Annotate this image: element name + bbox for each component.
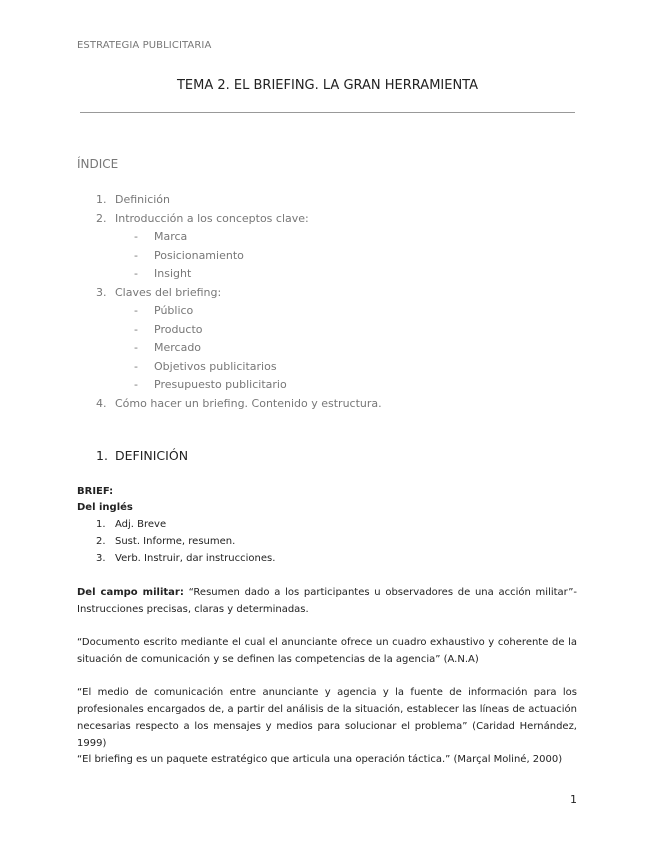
section-title: DEFINICIÓN <box>115 448 189 463</box>
toc-item-label: Cómo hacer un briefing. Contenido y estructura. <box>115 396 382 410</box>
toc-subitem <box>96 359 382 378</box>
quote-caridad: “El medio de comunicación entre anunciante y agencia y la fuente de información para los profesionales encargados de, a partir del análisis de la situación, establecer las líneas de actuación necesarias respecto a los mensajes y medios para solucionar el problema” (Caridad Hernández, 1999) <box>77 687 577 749</box>
brief-label: BRIEF: <box>77 486 114 497</box>
toc-subitem-label: Presupuesto publicitario <box>154 378 287 391</box>
military-definition-paragraph <box>77 584 577 618</box>
definition-item <box>96 518 275 535</box>
brief-definition-block <box>77 485 275 569</box>
toc-subitem-marker: - <box>134 322 138 336</box>
origin-label: Del inglés <box>77 502 133 513</box>
toc-subitem-label: Marca <box>154 230 188 243</box>
toc-subitem-marker: - <box>134 304 138 317</box>
toc-item-label: Introducción a los conceptos clave: <box>115 211 309 225</box>
toc-subitem-marker: - <box>134 248 138 262</box>
toc-item-number: 1. <box>96 193 107 206</box>
toc-subitem <box>96 248 382 267</box>
index-heading: ÍNDICE <box>77 157 119 171</box>
definition-item <box>96 535 275 552</box>
page-number: 1 <box>570 793 577 806</box>
toc-subitem-marker: - <box>134 230 138 243</box>
definition-list <box>96 518 275 569</box>
toc-subitem <box>96 229 382 248</box>
toc-item <box>96 396 382 415</box>
toc-subitem-label: Público <box>154 304 194 317</box>
toc-item-number: 2. <box>96 211 107 225</box>
definition-number: 2. <box>96 536 106 547</box>
toc-subitem-marker: - <box>134 359 138 373</box>
toc-subitem-label: Objetivos publicitarios <box>154 359 277 373</box>
definition-number: 3. <box>96 553 106 564</box>
section-number: 1. <box>96 448 108 463</box>
toc-item <box>96 192 382 211</box>
running-header: ESTRATEGIA PUBLICITARIA <box>77 40 212 51</box>
toc-subitem-marker: - <box>134 341 138 354</box>
toc-item-label: Claves del briefing: <box>115 285 222 299</box>
definition-number: 1. <box>96 519 106 530</box>
toc-item-number: 4. <box>96 396 107 410</box>
toc-item <box>96 285 382 304</box>
toc-item <box>96 211 382 230</box>
quote-moline: “El briefing es un paquete estratégico que articula una operación táctica.” (Marçal Moliné, 2000) <box>77 754 563 765</box>
military-text: “Resumen dado a los participantes u observadores de una acción militar”- Instrucciones precisas, claras y determinadas. <box>77 587 577 615</box>
definition-text: Sust. Informe, resumen. <box>115 536 236 547</box>
definition-text: Verb. Instruir, dar instrucciones. <box>115 553 276 564</box>
quote-ana: “Documento escrito mediante el cual el anunciante ofrece un cuadro exhaustivo y coherente de la situación de comunicación y se definen las competencias de la agencia” (A.N.A) <box>77 637 577 665</box>
toc-subitem <box>96 303 382 322</box>
toc-subitem <box>96 266 382 285</box>
toc-subitem <box>96 340 382 359</box>
toc-subitem <box>96 377 382 396</box>
toc-subitem-label: Insight <box>154 267 192 280</box>
definition-text: Adj. Breve <box>115 519 167 530</box>
document-title: TEMA 2. EL BRIEFING. LA GRAN HERRAMIENTA <box>176 78 479 93</box>
toc-subitem-label: Producto <box>154 322 203 336</box>
section-heading <box>96 448 188 463</box>
toc-subitem-label: Posicionamiento <box>154 248 244 262</box>
toc-item-number: 3. <box>96 285 107 299</box>
toc-subitem <box>96 322 382 341</box>
toc-subitem-marker: - <box>134 378 138 391</box>
definition-item <box>96 552 275 569</box>
toc-item-label: Definición <box>115 193 170 206</box>
toc-subitem-marker: - <box>134 267 138 280</box>
military-label: Del campo militar: <box>77 587 184 598</box>
toc-subitem-label: Mercado <box>154 341 202 354</box>
title-divider <box>80 112 575 113</box>
table-of-contents <box>96 192 382 414</box>
